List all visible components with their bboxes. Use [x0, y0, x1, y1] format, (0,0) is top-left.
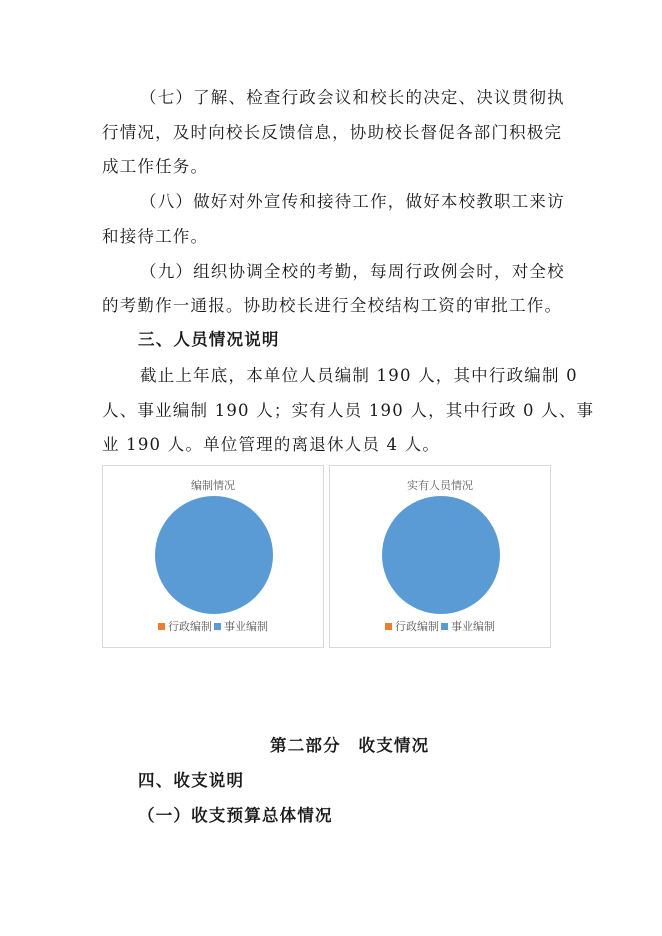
subsection-1-heading: （一）收支预算总体情况	[138, 806, 333, 825]
chart-title: 编制情况	[191, 479, 235, 492]
chart-legend	[330, 618, 550, 634]
paragraph-7-line-2: 行情况，及时向校长反馈信息，协助校长督促各部门积极完	[102, 123, 563, 142]
paragraph-7-line-3: 成工作任务。	[102, 157, 209, 176]
legend-swatch-admin-icon	[385, 623, 392, 630]
paragraph-7-line-1: （七）了解、检查行政会议和校长的决定、决议贯彻执	[140, 88, 565, 107]
paragraph-8-line-2: 和接待工作。	[102, 227, 209, 246]
legend-label-admin: 行政编制	[168, 620, 212, 633]
section-3-heading: 三、人员情况说明	[138, 330, 280, 349]
legend-swatch-admin-icon	[158, 623, 165, 630]
staff-line-1: 截止上年底，本单位人员编制 190 人，其中行政编制 0	[140, 366, 578, 385]
staff-line-3: 业 190 人。单位管理的离退休人员 4 人。	[102, 435, 441, 454]
paragraph-8-line-1: （八）做好对外宣传和接待工作，做好本校教职工来访	[140, 192, 565, 211]
paragraph-9-line-1: （九）组织协调全校的考勤，每周行政例会时，对全校	[140, 262, 565, 281]
paragraph-9-line-2: 的考勤作一通报。协助校长进行全校结构工资的审批工作。	[102, 296, 563, 315]
pie-slice-institution	[382, 496, 500, 614]
staff-line-2: 人、事业编制 190 人；实有人员 190 人，其中行政 0 人、事	[102, 401, 595, 420]
legend-swatch-institution-icon	[214, 623, 221, 630]
legend-label-admin: 行政编制	[395, 620, 439, 633]
chart-title: 实有人员情况	[407, 479, 473, 492]
section-4-heading: 四、收支说明	[138, 771, 245, 790]
chart-staffing-quota	[102, 465, 324, 648]
pie-slice-institution	[155, 496, 273, 614]
chart-legend	[103, 618, 323, 634]
legend-swatch-institution-icon	[441, 623, 448, 630]
legend-label-institution: 事业编制	[224, 620, 268, 633]
legend-label-institution: 事业编制	[451, 620, 495, 633]
part-2-title: 第二部分 收支情况	[270, 736, 430, 755]
chart-actual-staff	[329, 465, 551, 648]
